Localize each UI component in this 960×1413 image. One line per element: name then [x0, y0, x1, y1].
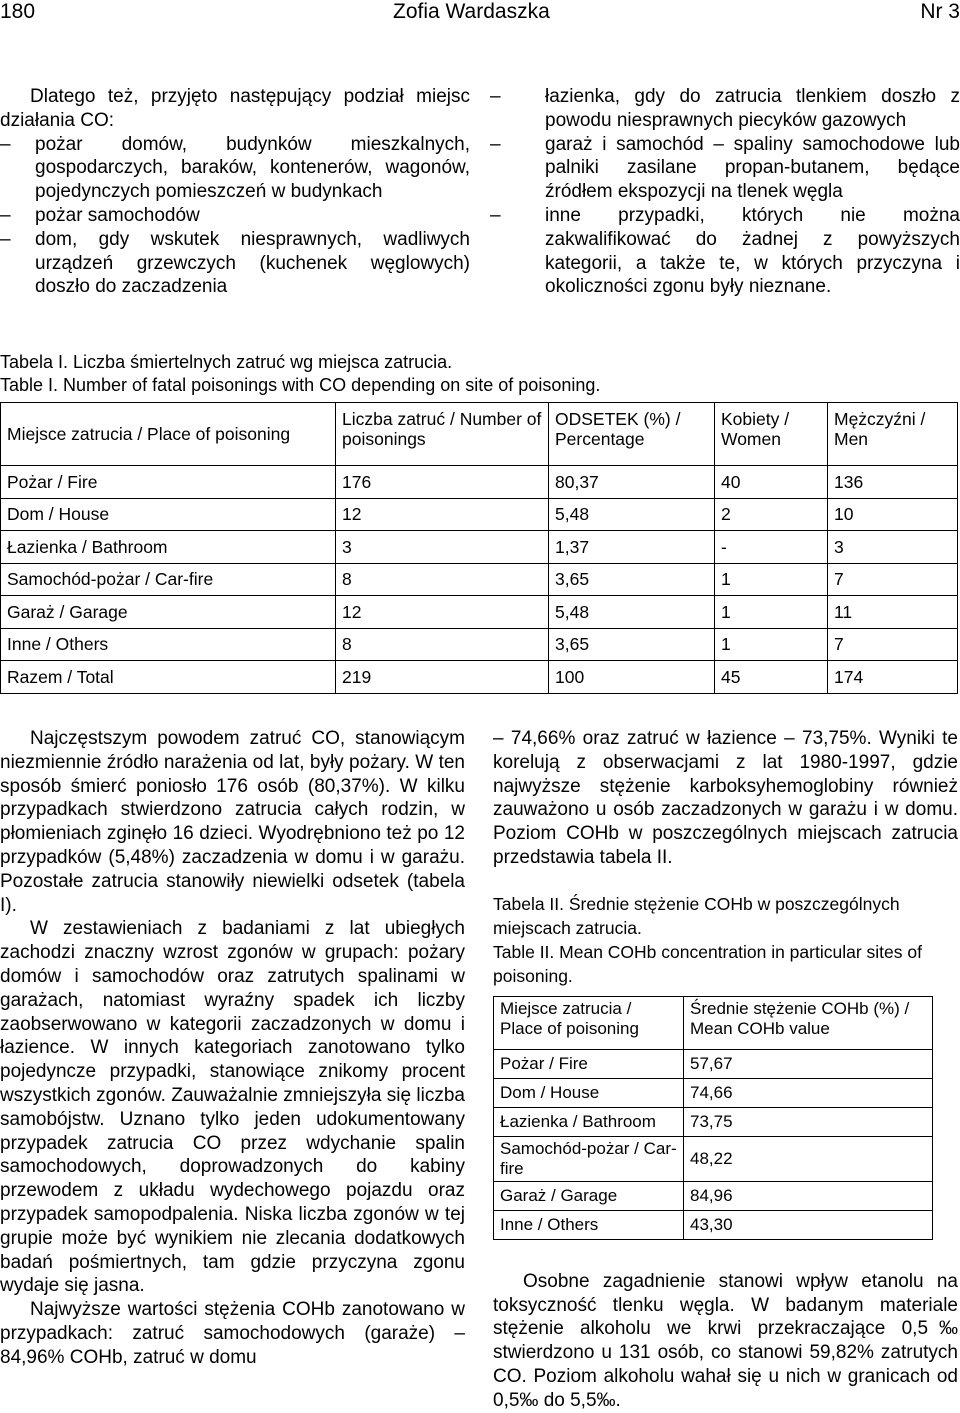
cell: Pożar / Fire: [494, 1049, 684, 1078]
table-row: [1, 628, 958, 661]
cell: Łazienka / Bathroom: [494, 1107, 684, 1136]
list-item: – garaż i samochód – spaliny samochodowe lub palniki zasilane propan-butanem, będące źródłem ekspozycji na tlenek węgla: [490, 133, 960, 204]
header-cell: Kobiety / Women: [715, 403, 828, 466]
table-row: [494, 1136, 933, 1181]
table-row: [1, 531, 958, 564]
cell: 57,67: [684, 1049, 933, 1078]
cell: 73,75: [684, 1107, 933, 1136]
cell: 8: [336, 628, 549, 661]
cell: 43,30: [684, 1210, 933, 1239]
cell: 3,65: [549, 628, 715, 661]
cell: 3: [336, 531, 549, 564]
table-row: [1, 498, 958, 531]
cell: 84,96: [684, 1181, 933, 1210]
cell: 10: [828, 498, 958, 531]
body-paragraph: W zestawieniach z badaniami z lat ubiegłych zachodzi znaczny wzrost zgonów w grupach: pożary domów i samochodów oraz zatrutych spalinami w garażach, natomiast wyraźny spadek ich liczby zaobserwowano w kategorii zaczadzonych w domu i łazience. W innych kategoriach zanotowano tylko pojedyncze przypadki, stanowiące znikomy procent wszystkich zgonów. Zauważalnie zmniejszyła się liczba samobójstw. Uznano tylko jeden udokumentowany przypadek zatrucia CO przez wdychanie spalin samochodowych, doprowadzonych do kabiny przewodem z układu wydechowego pojazdu oraz przypadek samopodpalenia. Niska liczba zgonów w tej grupie może być wynikiem nie zlecania dodatkowych badań pośmiertnych, tam gdzie przyczyna zgonu wydaje się jasna.: [0, 918, 465, 1297]
list-item: – łazienka, gdy do zatrucia tlenkiem doszło z powodu niesprawnych piecyków gazowych: [490, 85, 960, 133]
table-row: [494, 1049, 933, 1078]
cell: 8: [336, 563, 549, 596]
page-header: [0, 0, 960, 28]
table-row: [1, 466, 958, 499]
body-paragraph: Najczęstszym powodem zatruć CO, stanowiącym niezmiennie źródło narażenia od lat, były pożary. W ten sposób śmierć poniosło 176 osób (80,37%). W kilku przypadkach stwierdzono zatrucia całych rodzin, w płomieniach zginęło 16 dzieci. Wyodrębniono też po 12 przypadków (5,48%) zaczadzenia w domu i w garażu. Pozostałe zatrucia stanowiły niewielki odsetek (tabela I).: [0, 728, 465, 916]
table1-caption-en: Table I. Number of fatal poisonings with CO depending on site of poisoning.: [0, 375, 601, 395]
bottom-left-column: [0, 727, 465, 1370]
table-cohb: [493, 996, 933, 1240]
page-number: 180: [0, 0, 36, 23]
top-left-column: [0, 85, 470, 299]
header-cell: Liczba zatruć / Number of poisonings: [336, 403, 549, 466]
cell: 40: [715, 466, 828, 499]
cell: Garaż / Garage: [494, 1181, 684, 1210]
site-list-left: [0, 133, 470, 300]
table-row-total: [1, 661, 958, 694]
running-author: Zofia Wardaszka: [393, 0, 550, 23]
cell: 48,22: [684, 1136, 933, 1181]
top-right-column: [490, 85, 960, 299]
cell: Dom / House: [1, 498, 336, 531]
header-cell: Miejsce zatrucia / Place of poisoning: [494, 996, 684, 1049]
list-item: – dom, gdy wskutek niesprawnych, wadliwych urządzeń grzewczych (kuchenek węglowych) doszło do zaczadzenia: [0, 228, 470, 299]
list-item: – inne przypadki, których nie można zakwalifikować do żadnej z powyższych kategorii, a także te, w których przyczyna i okoliczności zgonu były nieznane.: [490, 204, 960, 299]
cell: -: [715, 531, 828, 564]
cell: 136: [828, 466, 958, 499]
cell: 74,66: [684, 1078, 933, 1107]
cell: 80,37: [549, 466, 715, 499]
cell: 219: [336, 661, 549, 694]
body-paragraph: – 74,66% oraz zatruć w łazience – 73,75%. Wyniki te korelują z obserwacjami z lat 1980-1997, gdzie najwyższe stężenie karboksyhemoglobiny również zauważono u osób zaczadzonych w garażu i w domu. Poziom COHb w poszczególnych miejscach zatrucia przedstawia tabela II.: [493, 728, 958, 868]
cell: Pożar / Fire: [1, 466, 336, 499]
header-cell: Miejsce zatrucia / Place of poisoning: [1, 403, 336, 466]
table-row: [1, 563, 958, 596]
table-header-row: [1, 403, 958, 466]
cell: 11: [828, 596, 958, 629]
cell: 12: [336, 596, 549, 629]
body-paragraph: Osobne zagadnienie stanowi wpływ etanolu na toksyczność tlenku węgla. W badanym materiale stężenie alkoholu we krwi przekraczające 0,5‰ stwierdzono u 131 osób, co stanowi 59,82% zatrutych CO. Poziom alkoholu wahał się u nich w granicach od 0,5‰ do 5,5‰.: [493, 1270, 958, 1411]
cell: Inne / Others: [1, 628, 336, 661]
cell: 176: [336, 466, 549, 499]
cell: 1: [715, 628, 828, 661]
table1-caption-pl: Tabela I. Liczba śmiertelnych zatruć wg miejsca zatrucia.: [0, 352, 453, 372]
cell: 5,48: [549, 498, 715, 531]
table-header-row: [494, 996, 933, 1049]
table-fatal-poisonings: [0, 402, 958, 694]
cell: Samochód-pożar / Car-fire: [494, 1136, 684, 1181]
cell: 3: [828, 531, 958, 564]
cell: 3,65: [549, 563, 715, 596]
intro-paragraph: Dlatego też, przyjęto następujący podział miejsc działania CO:: [0, 86, 470, 131]
cell: 1: [715, 596, 828, 629]
table-row: [494, 1210, 933, 1239]
cell: 174: [828, 661, 958, 694]
table2-caption-pl: Tabela II. Średnie stężenie COHb w poszczególnych miejscach zatrucia.: [493, 893, 900, 938]
cell: Garaż / Garage: [1, 596, 336, 629]
cell: Razem / Total: [1, 661, 336, 694]
cell: 1,37: [549, 531, 715, 564]
table2-caption-en: Table II. Mean COHb concentration in particular sites of poisoning.: [493, 941, 922, 986]
list-item: – pożar domów, budynków mieszkalnych, gospodarczych, baraków, kontenerów, wagonów, pojedynczych pomieszczeń w budynkach: [0, 133, 470, 204]
cell: 7: [828, 628, 958, 661]
cell: 1: [715, 563, 828, 596]
bottom-right-column: [493, 727, 958, 1413]
cell: 100: [549, 661, 715, 694]
site-list-right: [490, 85, 960, 299]
table-row: [1, 596, 958, 629]
header-cell: Mężczyźni / Men: [828, 403, 958, 466]
cell: Łazienka / Bathroom: [1, 531, 336, 564]
table-row: [494, 1181, 933, 1210]
cell: 7: [828, 563, 958, 596]
list-item: – pożar samochodów: [0, 204, 470, 228]
issue-number: Nr 3: [920, 0, 960, 23]
cell: 5,48: [549, 596, 715, 629]
cell: Dom / House: [494, 1078, 684, 1107]
cell: 12: [336, 498, 549, 531]
body-paragraph: Najwyższe wartości stężenia COHb zanotowano w przypadkach: zatruć samochodowych (garaże) – 84,96% COHb, zatruć w domu: [0, 1299, 465, 1368]
header-cell: Średnie stężenie COHb (%) / Mean COHb value: [684, 996, 933, 1049]
table-row: [494, 1078, 933, 1107]
table-row: [494, 1107, 933, 1136]
cell: Inne / Others: [494, 1210, 684, 1239]
cell: Samochód-pożar / Car-fire: [1, 563, 336, 596]
cell: 2: [715, 498, 828, 531]
cell: 45: [715, 661, 828, 694]
header-cell: ODSETEK (%) / Percentage: [549, 403, 715, 466]
